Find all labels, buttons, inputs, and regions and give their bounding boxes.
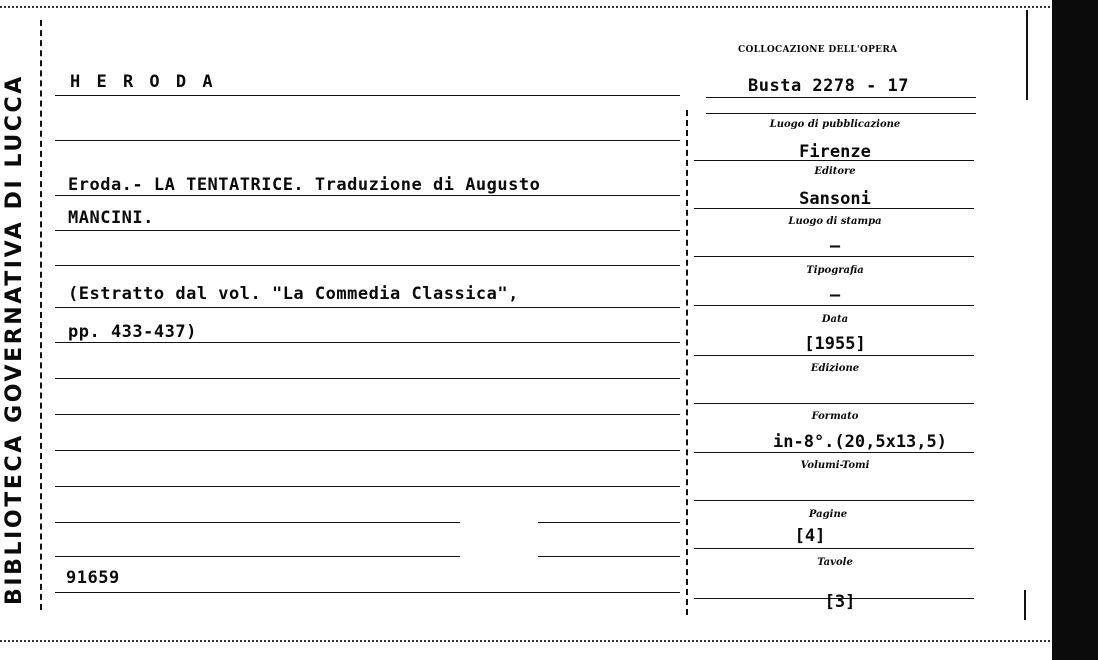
field-label-printer: Tipografia xyxy=(806,265,864,276)
right-rule xyxy=(694,305,974,306)
right-rule xyxy=(694,452,974,453)
column-divider xyxy=(686,110,688,615)
field-label-plates: Tavole xyxy=(817,557,853,568)
field-label-date: Data xyxy=(821,314,849,325)
title-entry-line-2: MANCINI. xyxy=(68,208,154,228)
ruled-line xyxy=(55,195,680,196)
field-label-place-of-publication: Luogo di pubblicazione xyxy=(769,119,901,130)
field-value-printer: – xyxy=(829,285,841,305)
field-value-format: in-8°.(20,5x13,5) xyxy=(773,432,947,452)
right-rule xyxy=(694,355,974,356)
field-value-date: [1955] xyxy=(804,334,866,354)
library-name: BIBLIOTECA GOVERNATIVA DI LUCCA xyxy=(2,74,27,605)
right-rule xyxy=(706,97,976,98)
ruled-line xyxy=(55,450,680,451)
ruled-line xyxy=(55,230,680,231)
right-rule xyxy=(694,403,974,404)
field-value-place-of-publication: Firenze xyxy=(799,142,871,162)
field-label-format: Formato xyxy=(811,411,859,422)
field-value-place-of-printing: – xyxy=(829,236,841,256)
field-label-edition: Edizione xyxy=(810,363,860,374)
right-rule xyxy=(694,500,974,501)
field-value-plates: [3] xyxy=(824,592,856,612)
field-value-publisher: Sansoni xyxy=(799,189,871,209)
ruled-line xyxy=(55,307,680,308)
field-label-volumes: Volumi-Tomi xyxy=(800,460,870,471)
ruled-line xyxy=(538,556,680,557)
ruled-line xyxy=(55,95,680,96)
field-value-pages: [4] xyxy=(794,526,826,546)
extract-note-line-2: pp. 433-437) xyxy=(68,322,197,342)
right-card-border-lower xyxy=(1024,590,1026,620)
field-label-place-of-printing: Luogo di stampa xyxy=(788,216,882,227)
right-card-border xyxy=(1026,10,1028,100)
right-rule xyxy=(694,160,974,161)
ruled-line xyxy=(55,265,680,266)
collocation-value: Busta 2278 - 17 xyxy=(748,76,910,96)
ruled-line xyxy=(55,522,460,523)
ruled-line xyxy=(55,592,680,593)
collocation-label: COLLOCAZIONE DELL'OPERA xyxy=(738,45,898,55)
right-rule xyxy=(694,598,974,599)
right-rule xyxy=(694,256,974,257)
extract-note-line-1: (Estratto dal vol. "La Commedia Classica", xyxy=(68,284,519,304)
right-rule xyxy=(706,113,976,114)
top-scan-edge xyxy=(0,6,1050,8)
field-label-pages: Pagine xyxy=(808,509,848,520)
right-scan-edge xyxy=(1052,0,1098,660)
bottom-scan-edge xyxy=(0,640,1050,642)
ruled-line xyxy=(55,414,680,415)
ruled-line xyxy=(55,342,680,343)
author-heading: H E R O D A xyxy=(70,72,216,92)
inventory-number: 91659 xyxy=(66,568,120,588)
left-margin-rule xyxy=(40,20,42,610)
right-rule xyxy=(694,548,974,549)
ruled-line xyxy=(55,140,680,141)
title-entry-line-1: Eroda.- LA TENTATRICE. Traduzione di Augusto xyxy=(68,175,541,195)
field-label-publisher: Editore xyxy=(814,166,856,177)
ruled-line xyxy=(55,486,680,487)
ruled-line xyxy=(55,556,460,557)
right-rule xyxy=(694,208,974,209)
ruled-line xyxy=(538,522,680,523)
ruled-line xyxy=(55,378,680,379)
